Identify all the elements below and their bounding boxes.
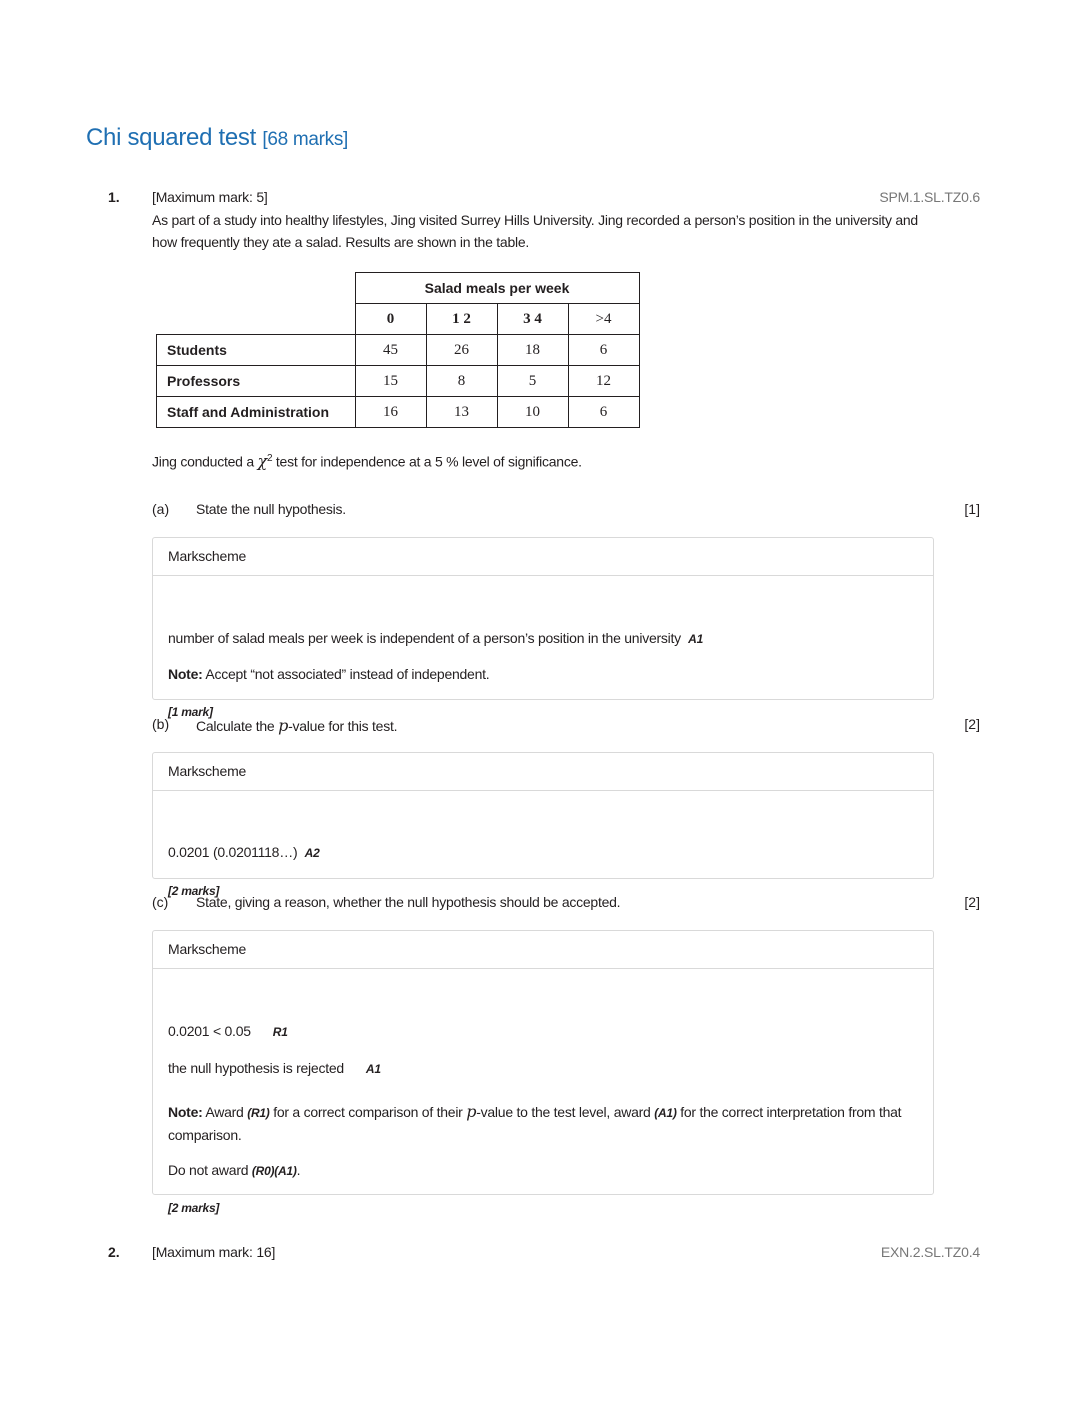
part-question: State the null hypothesis. [196, 501, 346, 517]
table-cell: 26 [426, 335, 497, 366]
table-row [157, 366, 640, 397]
markscheme-line: Do not award (R0)(A1). [168, 1162, 301, 1178]
mark-tag: R1 [272, 1025, 288, 1039]
chi-symbol: χ [257, 451, 267, 471]
table-cell: 15 [355, 366, 426, 397]
row-label: Professors [157, 366, 356, 397]
markscheme-box [152, 537, 934, 719]
table-cell: 45 [355, 335, 426, 366]
question-intro [152, 209, 942, 253]
table-cell: 6 [568, 335, 639, 366]
mark-tag: A1 [365, 1062, 381, 1076]
table-cell: 12 [568, 366, 639, 397]
table-cell: 18 [497, 335, 568, 366]
markscheme-note: Note: Award (R1) for a correct comparison of their p-value to the test level, award (A1) for the correct interpretation from that comparison. [168, 1102, 902, 1143]
table-header: Salad meals per week [355, 273, 639, 304]
page-title-text: Chi squared test [86, 124, 256, 151]
question-max-mark: [Maximum mark: 5] [152, 189, 268, 205]
table-cell: 16 [355, 397, 426, 428]
table-category: 3 4 [497, 304, 568, 335]
question-reference: EXN.2.SL.TZ0.4 [880, 1244, 980, 1260]
markscheme-total: [2 marks] [168, 1201, 220, 1215]
part-marks: [2] [964, 716, 980, 732]
page-title [86, 124, 348, 152]
question-number: 2. [108, 1244, 120, 1260]
row-label: Staff and Administration [157, 397, 356, 428]
markscheme-box [152, 930, 934, 1215]
markscheme-note: Note: Accept “not associated” instead of independent. [168, 666, 490, 682]
mark-tag: A1 [688, 632, 704, 646]
table-category: >4 [568, 304, 639, 335]
page-title-marks: [68 marks] [262, 129, 349, 150]
part-label: (c) [152, 894, 169, 910]
table-category: 1 2 [426, 304, 497, 335]
salad-table [156, 272, 640, 428]
row-label: Students [157, 335, 356, 366]
table-category: 0 [355, 304, 426, 335]
markscheme-title: Markscheme [153, 753, 933, 791]
question-intro-line: As part of a study into healthy lifestyles, Jing visited Surrey Hills University. Jing recorded a person’s position in the university and [152, 212, 918, 228]
markscheme-title: Markscheme [153, 931, 933, 969]
part-label: (a) [152, 501, 170, 517]
question-max-mark: [Maximum mark: 16] [152, 1244, 276, 1260]
part-marks: [1] [964, 501, 980, 517]
part-question: Calculate the p-value for this test. [196, 716, 398, 735]
markscheme-box [152, 752, 934, 898]
table-cell: 10 [497, 397, 568, 428]
question-intro-line: how frequently they ate a salad. Results are shown in the table. [152, 234, 530, 250]
table-cell: 5 [497, 366, 568, 397]
markscheme-total: [1 mark] [168, 705, 213, 719]
table-cell: 13 [426, 397, 497, 428]
markscheme-title: Markscheme [153, 538, 933, 576]
markscheme-line: number of salad meals per week is independent of a person’s position in the university A1 [168, 630, 704, 646]
table-row [157, 335, 640, 366]
table-row [157, 397, 640, 428]
markscheme-line: 0.0201 < 0.05 R1 [168, 1023, 288, 1039]
table-cell: 8 [426, 366, 497, 397]
test-statement: Jing conducted a $\chi^2$ test for independence at a 5 % level of significance. [152, 451, 582, 471]
mark-tag: A2 [304, 846, 320, 860]
markscheme-total: [2 marks] [168, 884, 220, 898]
markscheme-line: the null hypothesis is rejected A1 [168, 1060, 381, 1076]
question-reference: SPM.1.SL.TZ0.6 [879, 189, 980, 205]
markscheme-line: 0.0201 (0.0201118…) A2 [168, 844, 320, 860]
table-cell: 6 [568, 397, 639, 428]
part-marks: [2] [964, 894, 980, 910]
part-question: State, giving a reason, whether the null hypothesis should be accepted. [196, 894, 621, 910]
question-number: 1. [108, 189, 120, 205]
part-label: (b) [152, 716, 170, 732]
